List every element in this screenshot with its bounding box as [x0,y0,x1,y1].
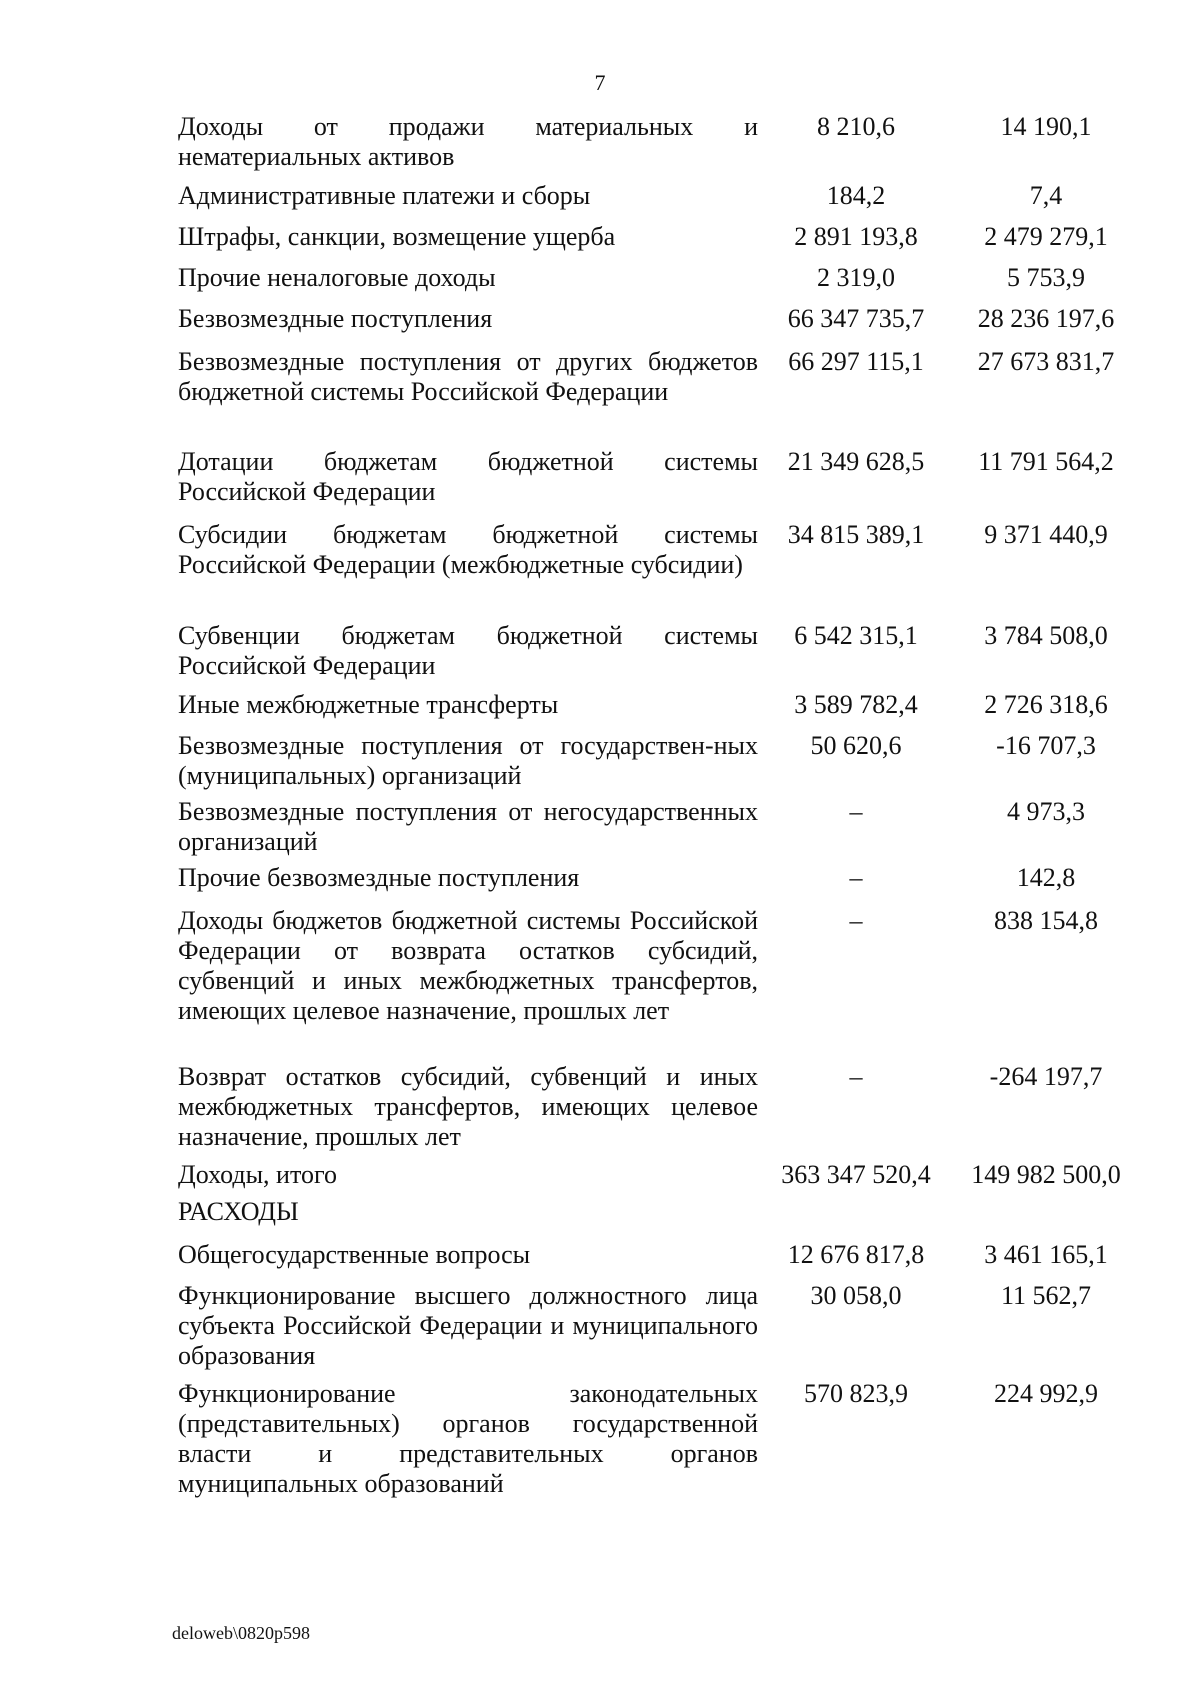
section-heading [178,1197,1138,1240]
value-column-1: 21 349 628,5 [787,447,925,476]
value-column-2: -264 197,7 [989,1062,1103,1091]
table-row [178,181,1138,222]
value-column-2: 11 791 564,2 [978,447,1114,476]
value-column-1: 2 891 193,8 [794,222,918,251]
value-column-2: 28 236 197,6 [977,304,1115,333]
value-column-1: 184,2 [826,181,886,210]
section-title: РАСХОДЫ [178,1197,299,1226]
value-column-1: 6 542 315,1 [794,621,918,650]
row-label: Прочие безвозмездные поступления [178,863,580,892]
value-column-2: 3 784 508,0 [984,621,1108,650]
table-row [178,347,1138,447]
table-row [178,1062,1138,1160]
value-column-2: 9 371 440,9 [984,520,1108,549]
value-column-2: -16 707,3 [996,731,1096,760]
value-column-2: 838 154,8 [994,906,1098,935]
document-footer-code: deloweb\0820p598 [172,1623,310,1643]
value-column-1: – [849,1062,863,1091]
value-column-1: 2 319,0 [817,263,895,292]
row-label: Доходы от продажи материальных и нематериальных активов [178,112,758,171]
value-column-2: 11 562,7 [1000,1281,1092,1310]
row-label: Безвозмездные поступления от других бюджетов бюджетной системы Российской Федерации [178,347,758,406]
table-row [178,906,1138,1062]
value-column-1: – [849,906,863,935]
row-label: Безвозмездные поступления от государствен-ных (муниципальных) организаций [178,731,758,790]
value-column-2: 4 973,3 [1007,797,1085,826]
row-label: Общегосударственные вопросы [178,1240,531,1269]
value-column-1: 30 058,0 [810,1281,902,1310]
value-column-1: 66 297 115,1 [788,347,924,376]
value-column-1: 363 347 520,4 [781,1160,931,1189]
value-column-1: 8 210,6 [817,112,895,141]
value-column-1: 66 347 735,7 [787,304,925,333]
value-column-1: 12 676 817,8 [787,1240,925,1269]
table-row [178,1379,1138,1499]
table-row [178,1281,1138,1379]
value-column-2: 14 190,1 [1000,112,1092,141]
row-label: Безвозмездные поступления от негосударственных организаций [178,797,758,856]
row-label: Административные платежи и сборы [178,181,591,210]
value-column-2: 27 673 831,7 [977,347,1115,376]
table-row [178,797,1138,863]
value-column-1: – [849,797,863,826]
table-row [178,263,1138,304]
page-number: 7 [594,70,606,95]
value-column-1: 50 620,6 [810,731,902,760]
table-row [178,863,1138,906]
table-row [178,1240,1138,1281]
table-row [178,731,1138,797]
table-row [178,222,1138,263]
value-column-2: 2 479 279,1 [984,222,1108,251]
value-column-1: 34 815 389,1 [787,520,925,549]
row-label: Штрафы, санкции, возмещение ущерба [178,222,616,251]
row-label: Субвенции бюджетам бюджетной системы Российской Федерации [178,621,758,680]
budget-table [178,112,1138,1499]
value-column-2: 224 992,9 [994,1379,1098,1408]
table-row [178,621,1138,690]
table-row [178,690,1138,731]
value-column-2: 3 461 165,1 [984,1240,1108,1269]
value-column-2: 142,8 [1016,863,1076,892]
row-label: Субсидии бюджетам бюджетной системы Российской Федерации (межбюджетные субсидии) [178,520,758,579]
row-label: Дотации бюджетам бюджетной системы Российской Федерации [178,447,758,506]
row-label: Доходы бюджетов бюджетной системы Российской Федерации от возврата остатков субсидий, субвенций и иных межбюджетных трансфертов, имеющих целевое назначение, прошлых лет [178,906,758,1025]
row-label: Доходы, итого [178,1160,337,1189]
value-column-2: 7,4 [1029,181,1063,210]
table-row [178,447,1138,520]
row-label: Безвозмездные поступления [178,304,493,333]
value-column-2: 2 726 318,6 [984,690,1108,719]
table-row [178,520,1138,621]
value-column-1: – [849,863,863,892]
value-column-2: 5 753,9 [1007,263,1085,292]
row-label: Функционирование высшего должностного лица субъекта Российской Федерации и муниципального образования [178,1281,758,1370]
table-row [178,304,1138,347]
value-column-2: 149 982 500,0 [971,1160,1121,1189]
row-label: Возврат остатков субсидий, субвенций и иных межбюджетных трансфертов, имеющих целевое назначение, прошлых лет [178,1062,758,1151]
value-column-1: 3 589 782,4 [794,690,918,719]
row-label: Прочие неналоговые доходы [178,263,496,292]
value-column-1: 570 823,9 [804,1379,908,1408]
table-row [178,112,1138,181]
table-row [178,1160,1138,1197]
row-label: Иные межбюджетные трансферты [178,690,559,719]
row-label: Функционирование законодательных (представительных) органов государственной власти и представительных органов муниципальных образований [178,1379,758,1498]
